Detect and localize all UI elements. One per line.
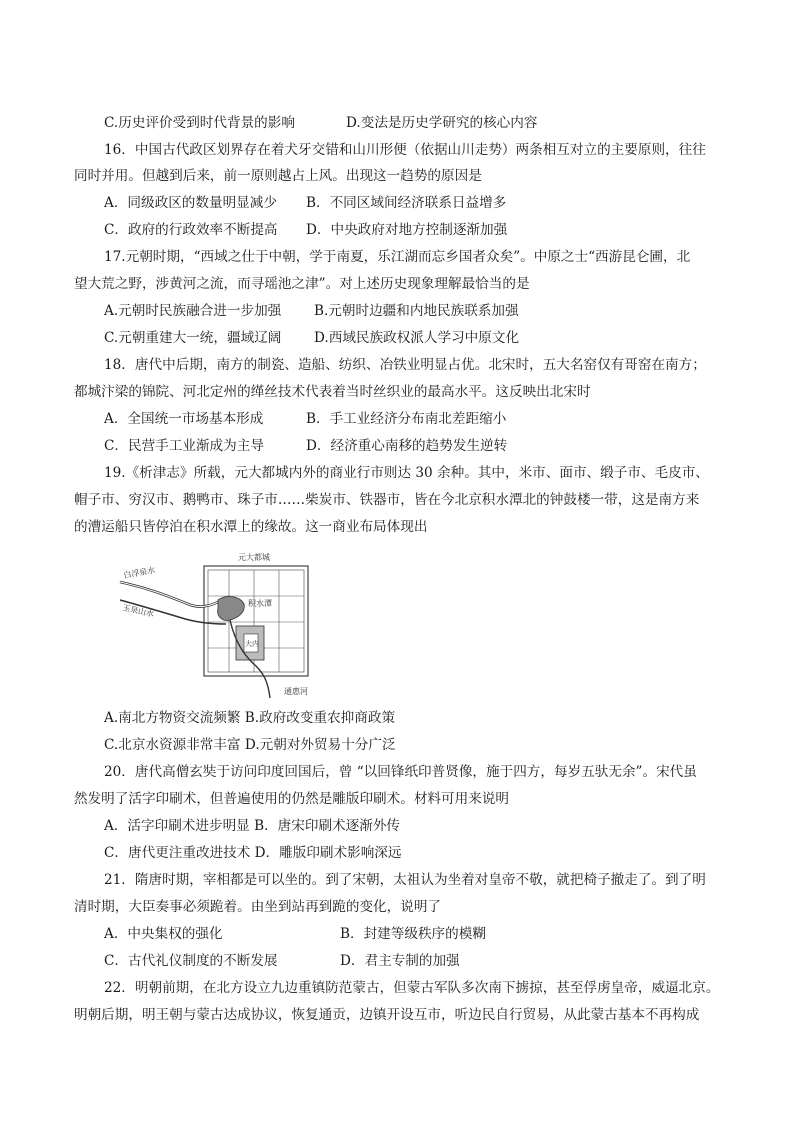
q15-option-c: C.历史评价受到时代背景的影响 [104, 115, 295, 131]
q15-option-d: D.变法是历史学研究的核心内容 [346, 115, 538, 131]
q18-option-c: C．民营手工业渐成为主导 [104, 438, 264, 454]
q17-option-c: C.元朝重建大一统，疆域辽阔 [104, 330, 282, 346]
q18-option-b: B．手工业经济分布南北差距缩小 [306, 411, 507, 427]
river1-label: 白浮泉水 [122, 565, 156, 580]
q20-options-ab: A．活字印刷术进步明显 B．唐宋印刷术逐渐外传 [104, 818, 401, 834]
q17-option-d: D.西域民族政权派人学习中原文化 [314, 330, 520, 346]
river2-label: 玉泉山水 [121, 603, 155, 619]
canal-label: 通惠河 [284, 687, 308, 696]
q19-stem-line1: 19.《析津志》所载，元大都城内外的商业行市则达 30 余种。其中，米市、面市、缎子市、毛皮市、 [104, 465, 709, 481]
palace-label: 大内 [245, 640, 259, 648]
q16-option-b: B．不同区域间经济联系日益增多 [306, 195, 507, 211]
river-baifu-inner [120, 582, 218, 607]
q20-stem-line1: 20．唐代高僧玄奘于访问印度回国后，曾 “以回锋纸印普贤像，施于四方，每岁五驮无余”。宋代虽 [104, 764, 697, 780]
q18-stem-line2: 都城汴梁的锦院、河北定州的缂丝技术代表着当时丝织业的最高水平。这反映出北宋时 [74, 384, 591, 400]
yuan-dadu-map [118, 548, 338, 698]
q21-option-c: C．古代礼仪制度的不断发展 [104, 953, 278, 969]
q18-stem-line1: 18．唐代中后期，南方的制瓷、造船、纺织、冶铁业明显占优。北宋时，五大名窑仅有哥窑在南方； [104, 357, 706, 373]
q17-option-a: A.元朝时民族融合进一步加强 [104, 303, 282, 319]
q17-option-b: B.元朝时边疆和内地民族联系加强 [314, 303, 519, 319]
q16-stem-line2: 同时并用。但越到后来，前一原则越占上风。出现这一趋势的原因是 [74, 168, 482, 184]
q19-stem-line3: 的漕运船只皆停泊在积水潭上的缘故。这一商业布局体现出 [74, 519, 428, 535]
q20-options-cd: C．唐代更注重改进技术 D．雕版印刷术影响深远 [104, 845, 402, 861]
q21-stem-line2: 清时期，大臣奏事必须跪着。由坐到站再到跪的变化，说明了 [74, 899, 442, 915]
q22-stem-line1: 22．明朝前期，在北方设立九边重镇防范蒙古，但蒙古军队多次南下掳掠，甚至俘虏皇帝，威逼北京。 [104, 980, 720, 996]
q19-options-ab: A.南北方物资交流频繁 B.政府改变重农抑商政策 [104, 710, 396, 726]
q18-option-d: D．经济重心南移的趋势发生逆转 [306, 438, 508, 454]
q16-stem-line1: 16．中国古代政区划界存在着犬牙交错和山川形便（依据山川走势）两条相互对立的主要原则，往往 [104, 142, 706, 158]
q16-option-c: C．政府的行政效率不断提高 [104, 222, 278, 238]
q17-stem-line2: 望大荒之野，涉黄河之流，而寻瑶池之津”。对上述历史现象理解最恰当的是 [74, 276, 530, 292]
q21-option-a: A．中央集权的强化 [104, 926, 223, 942]
map-title-label: 元大都城 [238, 553, 270, 562]
q16-option-d: D．中央政府对地方控制逐渐加强 [306, 222, 508, 238]
q19-stem-line2: 帽子市、穷汉市、鹅鸭市、珠子市……柴炭市、铁器市，皆在今北京积水潭北的钟鼓楼一带，这是南方来 [74, 492, 700, 508]
q20-stem-line2: 然发明了活字印刷术，但普遍使用的仍然是雕版印刷术。材料可用来说明 [74, 791, 509, 807]
q18-option-a: A．全国统一市场基本形成 [104, 411, 264, 427]
q21-stem-line1: 21．隋唐时期，宰相都是可以坐的。到了宋朝，太祖认为坐着对皇帝不敬，就把椅子撤走了。到了明 [104, 872, 706, 888]
q22-stem-line2: 明朝后期，明王朝与蒙古达成协议，恢复通贡，边镇开设互市，听边民自行贸易，从此蒙古基本不再构成 [74, 1007, 700, 1023]
q19-options-cd: C.北京水资源非常丰富 D.元朝对外贸易十分广泛 [104, 737, 396, 753]
q17-stem-line1: 17.元朝时期，“西域之仕于中朝，学于南夏，乐江湖而忘乡国者众矣”。中原之士“西游昆仑圃，北 [104, 249, 691, 265]
map-figure [118, 548, 338, 698]
jishuitan-lake [218, 597, 245, 621]
lake-label: 积水潭 [248, 599, 272, 608]
q21-option-d: D．君主专制的加强 [340, 953, 460, 969]
q21-option-b: B．封建等级秩序的模糊 [340, 926, 486, 942]
q16-option-a: A．同级政区的数量明显减少 [104, 195, 277, 211]
